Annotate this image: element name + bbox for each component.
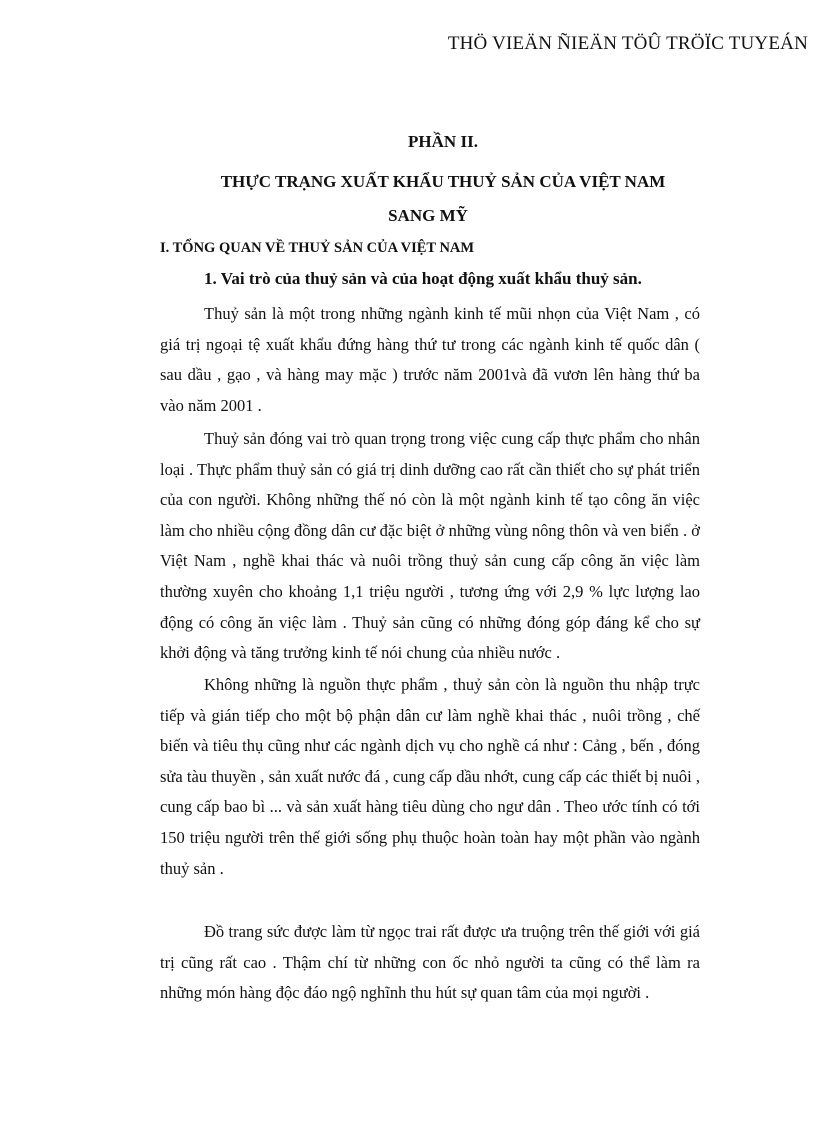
subsection-heading: 1. Vai trò của thuỷ sản và của hoạt động xuất khẩu thuỷ sản.: [204, 269, 642, 288]
section-heading: I. TỔNG QUAN VỀ THUỶ SẢN CỦA VIỆT NAM: [160, 240, 475, 256]
part-title: PHẦN II.: [408, 132, 478, 151]
paragraph: Thuỷ sản đóng vai trò quan trọng trong việc cung cấp thực phẩm cho nhân loại . Thực phẩm thuỷ sản có giá trị dinh dưỡng cao rất cần thiết cho sự phát triển của con người. Không những thế nó còn là một ngành kinh tế tạo công ăn việc làm cho nhiều cộng đồng dân cư đặc biệt ở những vùng nông thôn và ven biển . ở Việt Nam , nghề khai thác và nuôi trồng thuỷ sản cung cấp công ăn việc làm thường xuyên cho khoảng 1,1 triệu người , tương ứng với 2,9 % lực lượng lao động có công ăn việc làm . Thuỷ sản cũng có những đóng góp đáng kể cho sự khởi động và tăng trưởng kinh tế nói chung của nhiều nước .: [160, 429, 700, 663]
page-header: THÖ VIEÄN ÑIEÄN TÖÛ TRÖÏC TUYEÁN: [447, 33, 808, 54]
main-title: THỰC TRẠNG XUẤT KHẨU THUỶ SẢN CỦA VIỆT NAM: [220, 172, 666, 191]
main-title-continued: SANG MỸ: [388, 206, 468, 225]
paragraph: Không những là nguồn thực phẩm , thuỷ sản còn là nguồn thu nhập trực tiếp và gián tiếp cho một bộ phận dân cư làm nghề khai thác , nuôi trồng , chế biến và tiêu thụ cũng như các ngành dịch vụ cho nghề cá như : Cảng , bến , đóng sửa tàu thuyền , sản xuất nước đá , cung cấp dầu nhớt, cung cấp các thiết bị nuôi , cung cấp bao bì ... và sản xuất hàng tiêu dùng cho ngư dân . Theo ước tính có tới 150 triệu người trên thế giới sống phụ thuộc hoàn toàn hay một phần vào ngành thuỷ sản .: [160, 675, 700, 878]
paragraph: Đồ trang sức được làm từ ngọc trai rất được ưa truộng trên thế giới với giá trị cũng rất cao . Thậm chí từ những con ốc nhỏ người ta cũng có thể làm ra những món hàng độc đáo ngộ nghĩnh thu hút sự quan tâm của mọi người .: [160, 922, 700, 1003]
paragraph: Thuỷ sản là một trong những ngành kinh tế mũi nhọn của Việt Nam , có giá trị ngoại tệ xuất khẩu đứng hàng thứ tư trong các ngành kinh tế quốc dân ( sau dầu , gạo , và hàng may mặc ) trước năm 2001và đã vươn lên hàng thứ ba vào năm 2001 .: [160, 304, 700, 415]
